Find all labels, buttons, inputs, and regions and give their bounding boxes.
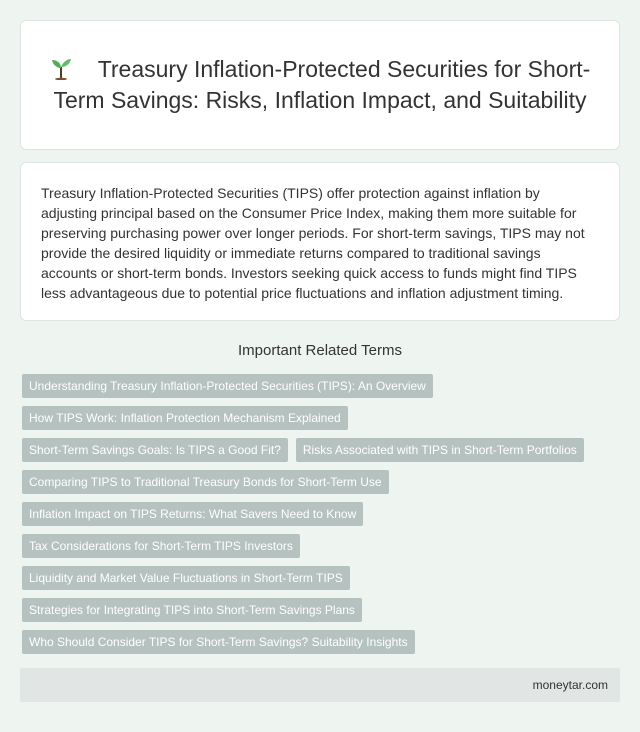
footer-site-link[interactable]: moneytar.com bbox=[532, 678, 608, 692]
related-term-tag[interactable]: How TIPS Work: Inflation Protection Mechanism Explained bbox=[22, 406, 348, 430]
related-term-tag[interactable]: Inflation Impact on TIPS Returns: What Savers Need to Know bbox=[22, 502, 363, 526]
sprout-icon bbox=[50, 56, 72, 80]
page-title-text: Treasury Inflation-Protected Securities for Short-Term Savings: Risks, Inflation Impact, and Suitability bbox=[53, 56, 591, 113]
related-term-tag[interactable]: Strategies for Integrating TIPS into Short-Term Savings Plans bbox=[22, 598, 362, 622]
summary-card bbox=[20, 162, 620, 321]
page-title bbox=[45, 54, 595, 116]
footer bbox=[20, 668, 620, 702]
related-term-tag[interactable]: Comparing TIPS to Traditional Treasury Bonds for Short-Term Use bbox=[22, 470, 389, 494]
related-terms-list bbox=[22, 374, 622, 662]
summary-text: Treasury Inflation-Protected Securities (TIPS) offer protection against inflation by adjusting principal based on the Consumer Price Index, making them more suitable for preserving purchasing power over longer periods. For short-term savings, TIPS may not provide the desired liquidity or immediate returns compared to traditional savings accounts or short-term bonds. Investors seeking quick access to funds might find TIPS less advantageous due to potential price fluctuations and inflation adjustment timing. bbox=[41, 185, 585, 301]
related-term-tag[interactable]: Short-Term Savings Goals: Is TIPS a Good Fit? bbox=[22, 438, 288, 462]
related-term-tag[interactable]: Risks Associated with TIPS in Short-Term Portfolios bbox=[296, 438, 584, 462]
title-card bbox=[20, 20, 620, 150]
related-term-tag[interactable]: Liquidity and Market Value Fluctuations in Short-Term TIPS bbox=[22, 566, 350, 590]
related-term-tag[interactable]: Tax Considerations for Short-Term TIPS Investors bbox=[22, 534, 300, 558]
related-term-tag[interactable]: Understanding Treasury Inflation-Protected Securities (TIPS): An Overview bbox=[22, 374, 433, 398]
related-terms-heading: Important Related Terms bbox=[238, 342, 402, 359]
related-term-tag[interactable]: Who Should Consider TIPS for Short-Term Savings? Suitability Insights bbox=[22, 630, 415, 654]
